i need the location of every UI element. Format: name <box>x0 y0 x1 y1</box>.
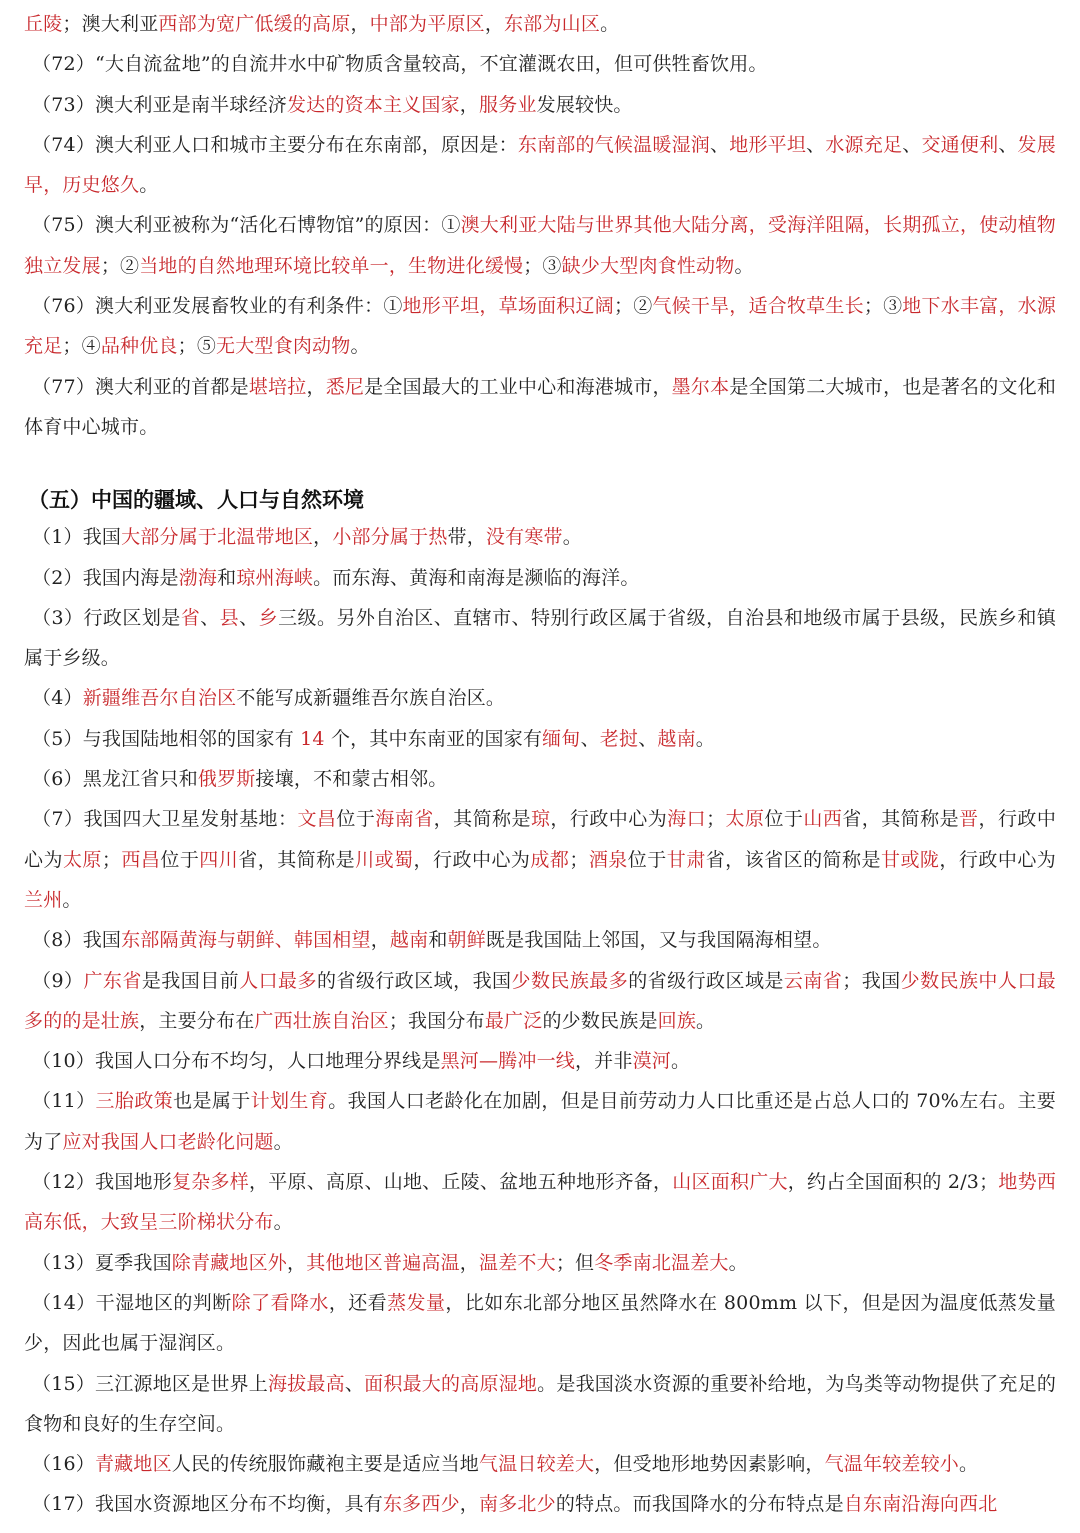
highlight-text: 少数民族最多 <box>511 969 629 992</box>
highlight-text: 回族 <box>657 1009 697 1032</box>
highlight-text: 山区面积广大 <box>672 1171 788 1194</box>
highlight-text: 中部为平原区 <box>369 13 485 35</box>
body-text: ，约占全国面积的 2/3； <box>787 1171 999 1194</box>
body-text: （4） <box>32 687 83 710</box>
highlight-text: 云南省 <box>783 969 843 992</box>
highlight-text: 山西 <box>803 808 843 831</box>
highlight-text: 蒸发量 <box>387 1291 446 1314</box>
body-text: ，行政中心为 <box>413 848 531 871</box>
body-text: （9） <box>32 969 84 992</box>
highlight-text: 应对我国人口老龄化问题 <box>62 1130 274 1153</box>
body-text: 位于 <box>160 848 200 871</box>
body-text: ；② <box>613 295 653 318</box>
body-text: ，主要分布在 <box>139 1009 255 1032</box>
body-text: （75）澳大利亚被称为“活化石博物馆”的原因：① <box>32 214 461 237</box>
highlight-text: 没有寒带 <box>485 526 563 549</box>
highlight-text: 西昌 <box>121 848 161 871</box>
note-item-s15 <box>24 1364 1056 1445</box>
highlight-text: 人口最多 <box>239 969 317 992</box>
highlight-text: 文昌 <box>297 808 337 831</box>
body-text: ， <box>286 1251 307 1274</box>
body-text: 。 <box>273 1211 293 1234</box>
highlight-text: 气候干旱，适合牧草生长 <box>652 295 864 318</box>
highlight-text: 东多西少 <box>382 1493 460 1516</box>
body-text: 、 <box>200 606 220 629</box>
body-text: （2）我国内海是 <box>32 566 179 589</box>
body-text: （6）黑龙江省只和 <box>32 768 198 791</box>
body-text: 。 <box>734 254 754 277</box>
note-item-s9 <box>24 961 1056 1042</box>
section-title: （五）中国的疆域、人口与自然环境 <box>28 488 364 513</box>
highlight-text: 墨尔本 <box>671 375 730 398</box>
body-text: （73）澳大利亚是南半球经济 <box>32 93 287 116</box>
note-item-p75 <box>24 205 1056 286</box>
note-item-s4 <box>24 678 1056 718</box>
body-text: ，平原、高原、山地、丘陵、盆地五种地形齐备， <box>249 1171 673 1194</box>
highlight-text: 太原 <box>62 848 102 871</box>
highlight-text: 地形平坦，草场面积辽阔 <box>402 295 614 318</box>
body-text: （72）“大自流盆地”的自流井水中矿物质含量较高，不宜灌溉农田，但可供牲畜饮用。 <box>32 53 768 76</box>
highlight-text: 川或蜀 <box>355 848 414 871</box>
body-text: 。 <box>959 1453 979 1476</box>
body-text: 位于 <box>764 808 804 831</box>
note-item-p74 <box>24 125 1056 206</box>
highlight-text: 东部为山区 <box>504 13 601 35</box>
highlight-text: 品种优良 <box>100 335 178 358</box>
body-text: （13）夏季我国 <box>32 1251 172 1274</box>
highlight-text: 最广泛 <box>484 1009 543 1032</box>
body-text: ， <box>459 1251 479 1274</box>
body-text: ， <box>459 93 479 116</box>
highlight-text: 乡 <box>258 606 279 629</box>
highlight-text: 气温日较差大 <box>479 1453 595 1476</box>
note-item-p73 <box>24 85 1056 125</box>
body-text: 和 <box>217 566 237 589</box>
body-text: 带， <box>447 526 486 549</box>
body-text: ，行政中心为 <box>939 848 1056 871</box>
body-text: （1）我国 <box>32 526 122 549</box>
body-text: 不能写成新疆维吾尔族自治区。 <box>236 687 506 710</box>
body-text: 省，其简称是 <box>238 848 356 871</box>
body-text: ；澳大利亚 <box>62 13 159 35</box>
highlight-text: 堪培拉 <box>248 375 307 398</box>
body-text: 既是我国陆上邻国，又与我国隔海相望。 <box>485 929 832 952</box>
body-text: 、 <box>580 727 600 750</box>
note-item-s8 <box>24 920 1056 960</box>
highlight-text: 越南 <box>389 929 429 952</box>
body-text: ；我国分布 <box>388 1009 485 1032</box>
highlight-text: 澳大利亚大陆与世界其他大陆分离，受海洋阻隔，长期孤立，使动植物独立发展 <box>24 214 1057 277</box>
body-text: （12）我国地形 <box>32 1171 173 1194</box>
note-item-s13 <box>24 1243 1056 1283</box>
body-text: （14）干湿地区的判断 <box>32 1291 232 1314</box>
highlight-text: 悉尼 <box>325 375 365 398</box>
highlight-text: 当地的自然地理环境比较单一，生物进化缓慢 <box>139 254 524 277</box>
note-item-s2 <box>24 558 1056 598</box>
body-text: 发展较快。 <box>536 93 633 116</box>
highlight-text: 气温年较差较小 <box>824 1453 960 1476</box>
body-text: 。 <box>139 174 159 197</box>
body-text: （8）我国 <box>32 929 122 952</box>
body-text: （15）三江源地区是世界上 <box>32 1372 269 1395</box>
highlight-text: 除青藏地区外 <box>171 1251 287 1274</box>
highlight-text: 丘陵 <box>24 13 63 35</box>
body-text: 。 <box>600 13 620 35</box>
body-text: ，但受地形地势因素影响， <box>594 1453 825 1476</box>
body-text: ， <box>459 1493 479 1516</box>
highlight-text: 越南 <box>657 727 696 750</box>
highlight-text: 广西壮族自治区 <box>254 1009 389 1032</box>
highlight-text: 缅甸 <box>542 727 581 750</box>
body-text: 接壤，不和蒙古相邻。 <box>255 768 448 791</box>
body-text: （74）澳大利亚人口和城市主要分布在东南部，原因是： <box>32 133 518 156</box>
china-notes <box>24 517 1056 1524</box>
body-text: ，并非 <box>574 1050 633 1073</box>
highlight-text: 14 <box>300 727 325 750</box>
highlight-text: 黑河—腾冲一线 <box>440 1050 575 1073</box>
body-text: 。 <box>350 335 370 358</box>
body-text: （5）与我国陆地相邻的国家有 <box>32 727 301 750</box>
body-text: 的特点。而我国降水的分布特点是 <box>555 1493 844 1516</box>
body-text: 省，该省区的简称是 <box>705 848 881 871</box>
body-text: ， <box>350 13 370 35</box>
note-item-s17 <box>24 1484 1056 1524</box>
highlight-text: 成都 <box>530 848 570 871</box>
highlight-text: 复杂多样 <box>172 1171 250 1194</box>
body-text: 、 <box>902 133 922 156</box>
section-spacer <box>24 447 1056 483</box>
note-item-s5 <box>24 719 1056 759</box>
body-text: 三级。另外自治区、直辖市、特别行政区属于省级，自治县和地级市属于县级，民族乡和镇属于乡级。 <box>24 606 1057 670</box>
body-text: 。 <box>62 888 82 911</box>
body-text: （77）澳大利亚的首都是 <box>32 375 249 398</box>
body-text: ；我国 <box>842 969 901 992</box>
body-text: 。 <box>671 1050 691 1073</box>
body-text: （3）行政区划是 <box>32 606 181 629</box>
body-text: 的省级行政区域是 <box>628 969 784 992</box>
body-text: 。 <box>696 1009 716 1032</box>
body-text: 。而东海、黄海和南海是濒临的海洋。 <box>313 566 640 589</box>
highlight-text: 少数民族中人口最多的的是壮族 <box>24 969 1056 1032</box>
highlight-text: 太原 <box>725 808 765 831</box>
note-item-s12 <box>24 1162 1056 1243</box>
body-text: 的少数民族是 <box>542 1009 658 1032</box>
note-item-s7 <box>24 799 1056 920</box>
highlight-text: 老挝 <box>599 727 639 750</box>
highlight-text: 地形平坦 <box>729 133 807 156</box>
highlight-text: 东部隔黄海与朝鲜、韩国相望 <box>121 929 371 952</box>
highlight-text: 地下水丰富，水源充足 <box>24 295 1057 358</box>
note-item-p77 <box>24 367 1056 448</box>
body-text: 、 <box>344 1372 365 1395</box>
highlight-text: 服务业 <box>479 93 537 116</box>
highlight-text: 冬季南北温差大 <box>594 1251 729 1274</box>
highlight-text: 自东南沿海向西北 <box>843 1493 998 1516</box>
body-text: ， <box>484 13 505 35</box>
body-text: ，还看 <box>328 1291 388 1314</box>
highlight-text: 海南省 <box>375 808 434 831</box>
body-text: 的省级行政区域，我国 <box>316 969 512 992</box>
body-text: 是全国最大的工业中心和海港城市， <box>364 375 672 398</box>
highlight-text: 地势西高东低，大致呈三阶梯状分布 <box>24 1171 1057 1234</box>
highlight-text: 除了看降水 <box>231 1291 329 1314</box>
note-item-s14 <box>24 1283 1056 1364</box>
body-text: 也是属于 <box>173 1090 251 1113</box>
highlight-text: 发达的资本主义国家 <box>286 93 460 116</box>
highlight-text: 海口 <box>667 808 707 831</box>
body-text: ，行政中心为 <box>24 808 1057 871</box>
body-text: ，行政中心为 <box>550 808 668 831</box>
body-text: 人民的传统服饰藏袍主要是适应当地 <box>171 1453 479 1476</box>
highlight-text: 温差不大 <box>479 1251 556 1274</box>
body-text: 。 <box>695 727 715 750</box>
body-text: ；④ <box>62 335 101 358</box>
note-item-s16 <box>24 1444 1056 1484</box>
body-text: （10）我国人口分布不均匀，人口地理分界线是 <box>32 1050 441 1073</box>
note-item-p76 <box>24 286 1056 367</box>
highlight-text: 甘肃 <box>666 848 706 871</box>
highlight-text: 小部分属于热 <box>332 526 448 549</box>
highlight-text: 南多北少 <box>479 1493 556 1516</box>
highlight-text: 三胎政策 <box>95 1090 174 1113</box>
highlight-text: 兰州 <box>24 888 63 911</box>
body-text: ，比如东北部分地区虽然降水在 800mm 以下，但是因为温度低蒸发量少，因此也属于湿润区。 <box>24 1291 1056 1355</box>
body-text: 。是我国淡水资源的重要补给地，为鸟类等动物提供了充足的食物和良好的生存空间。 <box>24 1372 1057 1435</box>
body-text: ；③ <box>523 254 562 277</box>
note-item-p72 <box>24 44 1056 84</box>
body-text: 、 <box>638 727 658 750</box>
highlight-text: 广东省 <box>83 969 142 992</box>
body-text: 、 <box>806 133 826 156</box>
highlight-text: 渤海 <box>178 566 218 589</box>
highlight-text: 琼 <box>530 808 551 831</box>
body-text: 是我国目前 <box>141 969 240 992</box>
note-item-s10 <box>24 1041 1056 1081</box>
highlight-text: 新疆维吾尔自治区 <box>82 687 237 710</box>
highlight-text: 甘或陇 <box>880 848 940 871</box>
australia-notes <box>24 4 1056 447</box>
highlight-text: 漠河 <box>632 1050 671 1073</box>
body-text: ；⑤ <box>177 335 217 358</box>
highlight-text: 四川 <box>199 848 239 871</box>
body-text: （17）我国水资源地区分布不均衡，具有 <box>32 1493 383 1516</box>
highlight-text: 其他地区普遍高温 <box>306 1251 460 1274</box>
highlight-text: 无大型食肉动物 <box>216 335 351 358</box>
note-item-s11 <box>24 1081 1056 1162</box>
note-item-s1 <box>24 517 1056 557</box>
body-text: 位于 <box>336 808 376 831</box>
body-text: 、 <box>998 133 1018 156</box>
body-text: ； <box>101 848 122 871</box>
body-text: （11） <box>32 1090 96 1113</box>
highlight-text: 海拔最高 <box>268 1372 345 1395</box>
body-text: 。 <box>273 1130 293 1153</box>
highlight-text: 水源充足 <box>825 133 903 156</box>
highlight-text: 发展早，历史悠久 <box>24 133 1056 197</box>
body-text: 、 <box>710 133 730 156</box>
body-text: ， <box>306 375 326 398</box>
highlight-text: 大部分属于北温带地区 <box>121 526 314 549</box>
body-text: 。我国人口老龄化在加剧，但是目前劳动力人口比重还是占总人口的 70%左右。主要为了 <box>24 1090 1056 1153</box>
body-text: ， <box>313 526 333 549</box>
body-text: 位于 <box>627 848 667 871</box>
highlight-text: 县 <box>219 606 240 629</box>
body-text: ；③ <box>863 295 903 318</box>
highlight-text: 琼州海峡 <box>236 566 314 589</box>
body-text: 个，其中东南亚的国家有 <box>324 727 543 750</box>
body-text: 是全国第二大城市，也是著名的文化和体育中心城市。 <box>24 375 1057 438</box>
highlight-text: 计划生育 <box>250 1090 329 1113</box>
body-text: ； <box>706 808 726 831</box>
body-text: 省，其简称是 <box>842 808 960 831</box>
body-text: ， <box>370 929 390 952</box>
body-text: ； <box>569 848 589 871</box>
note-item-s6 <box>24 759 1056 799</box>
note-item-s3 <box>24 598 1056 679</box>
body-text: 、 <box>239 606 259 629</box>
body-text: ；但 <box>555 1251 595 1274</box>
highlight-text: 青藏地区 <box>94 1453 172 1476</box>
highlight-text: 东南部的气候温暖湿润 <box>517 133 711 156</box>
note-item-p71 <box>24 4 1056 44</box>
body-text: 和 <box>428 929 448 952</box>
body-text: （16） <box>32 1453 95 1476</box>
highlight-text: 省 <box>180 606 201 629</box>
highlight-text: 晋 <box>959 808 979 831</box>
body-text: （76）澳大利亚发展畜牧业的有利条件：① <box>32 295 403 318</box>
body-text: ；② <box>100 254 140 277</box>
highlight-text: 交通便利 <box>921 133 999 156</box>
body-text: ，其简称是 <box>433 808 531 831</box>
body-text: 。 <box>562 526 582 549</box>
highlight-text: 朝鲜 <box>447 929 486 952</box>
body-text: （7）我国四大卫星发射基地： <box>32 808 298 831</box>
body-text: 。 <box>728 1251 748 1274</box>
highlight-text: 酒泉 <box>588 848 628 871</box>
highlight-text: 西部为宽广低缓的高原 <box>158 13 351 35</box>
highlight-text: 俄罗斯 <box>197 768 256 791</box>
highlight-text: 面积最大的高原湿地 <box>364 1372 538 1395</box>
highlight-text: 缺少大型肉食性动物 <box>561 254 735 277</box>
